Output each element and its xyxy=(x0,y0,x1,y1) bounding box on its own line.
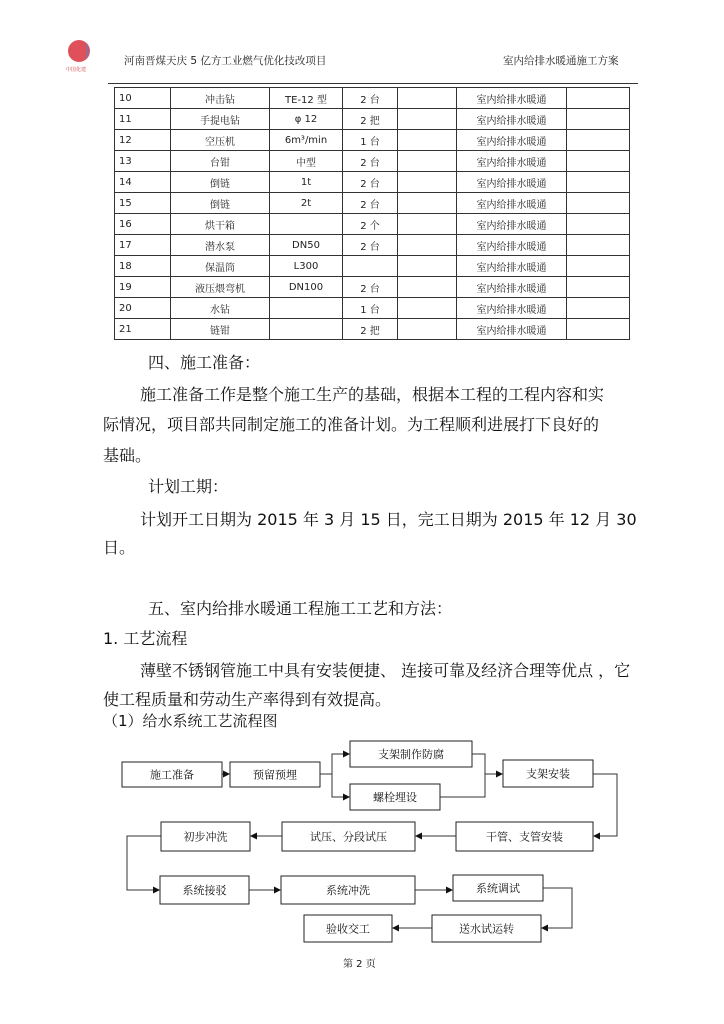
table-cell: 6m³/min xyxy=(270,130,343,151)
table-cell: 18 xyxy=(115,256,171,277)
table-cell: 室内给排水暖通 xyxy=(457,277,567,298)
flow-step xyxy=(281,876,415,904)
table-cell: 室内给排水暖通 xyxy=(457,235,567,256)
section-4-heading: 四、施工准备： xyxy=(148,353,261,372)
table-cell: 室内给排水暖通 xyxy=(457,214,567,235)
plan-title: 计划工期： xyxy=(148,477,229,496)
table-cell: 室内给排水暖通 xyxy=(457,130,567,151)
table-cell: 保温筒 xyxy=(171,256,270,277)
table-cell: φ 12 xyxy=(270,109,343,130)
table-cell: 冲击钻 xyxy=(171,88,270,109)
section-5-heading: 五、室内给排水暖通工程施工工艺和方法： xyxy=(148,599,453,618)
table-cell: 室内给排水暖通 xyxy=(457,88,567,109)
flow-step-label: 支架安装 xyxy=(526,767,570,781)
paragraph-line: 施工准备工作是整个施工生产的基础，根据本工程的工程内容和实 xyxy=(140,385,605,404)
table-cell: 液压煨弯机 xyxy=(171,277,270,298)
paragraph-line: 使工程质量和劳动生产率得到有效提高。 xyxy=(103,690,392,709)
table-cell: 台钳 xyxy=(171,151,270,172)
figure-caption: （1）给水系统工艺流程图 xyxy=(103,712,278,730)
table-cell: 链钳 xyxy=(171,319,270,340)
table-cell: 潜水泵 xyxy=(171,235,270,256)
table-cell: 烘干箱 xyxy=(171,214,270,235)
table-cell: TE-12 型 xyxy=(270,88,343,109)
flow-step-label: 系统调试 xyxy=(476,882,520,895)
table-cell: 17 xyxy=(115,235,171,256)
logo-text: 中国化建 xyxy=(66,67,87,73)
table-cell: 2 个 xyxy=(343,214,398,235)
table-cell: 空压机 xyxy=(171,130,270,151)
table-cell: 19 xyxy=(115,277,171,298)
flow-step xyxy=(350,784,440,810)
plan-line: 计划开工日期为 2015 年 3 月 15 日，完工日期为 2015 年 12 月 30 xyxy=(140,510,637,529)
table-cell: 室内给排水暖通 xyxy=(457,172,567,193)
table-cell: 2 台 xyxy=(343,88,398,109)
table-cell: 室内给排水暖通 xyxy=(457,256,567,277)
header-doc-title: 室内给排水暖通施工方案 xyxy=(503,55,619,67)
table-cell: 2 台 xyxy=(343,151,398,172)
paragraph-line: 基础。 xyxy=(103,446,152,465)
flow-step xyxy=(230,762,320,787)
table-cell: 2 台 xyxy=(343,172,398,193)
flow-step-label: 送水试运转 xyxy=(459,922,514,936)
plan-line: 日。 xyxy=(103,538,136,557)
flow-step-label: 初步冲洗 xyxy=(183,830,228,844)
flow-step xyxy=(122,762,222,787)
table-cell: 12 xyxy=(115,130,171,151)
flow-step xyxy=(161,822,250,851)
table-cell: 室内给排水暖通 xyxy=(457,319,567,340)
flow-step-label: 支架制作防腐 xyxy=(378,748,444,761)
flow-step xyxy=(503,760,593,787)
flow-step-label: 验收交工 xyxy=(326,922,370,936)
table-cell: 13 xyxy=(115,151,171,172)
table-cell: 中型 xyxy=(270,151,343,172)
table-cell: 16 xyxy=(115,214,171,235)
table-cell: 10 xyxy=(115,88,171,109)
table-cell: 室内给排水暖通 xyxy=(457,151,567,172)
table-cell: 2 台 xyxy=(343,235,398,256)
flow-step-label: 施工准备 xyxy=(150,768,194,782)
table-cell: 1t xyxy=(270,172,343,193)
table-cell: 水钻 xyxy=(171,298,270,319)
table-cell: 21 xyxy=(115,319,171,340)
flow-step xyxy=(304,915,392,942)
table-cell: 2 把 xyxy=(343,319,398,340)
table-cell: 室内给排水暖通 xyxy=(457,298,567,319)
table-cell: 2 台 xyxy=(343,193,398,214)
table-cell: 室内给排水暖通 xyxy=(457,109,567,130)
flow-step-label: 预留预埋 xyxy=(253,768,297,782)
page-number: 第 2 页 xyxy=(343,959,376,970)
paragraph-line: 薄壁不锈钢管施工中具有安装便捷、 连接可靠及经济合理等优点 ，它 xyxy=(140,661,631,680)
flow-step xyxy=(432,915,541,942)
flow-step-label: 干管、支管安装 xyxy=(486,830,563,844)
flow-step xyxy=(456,822,593,851)
flow-step-label: 试压、分段试压 xyxy=(310,830,387,844)
table-cell: 倒链 xyxy=(171,172,270,193)
table-cell: DN50 xyxy=(270,235,343,256)
table-cell: 15 xyxy=(115,193,171,214)
table-cell: DN100 xyxy=(270,277,343,298)
table-cell: 2 台 xyxy=(343,277,398,298)
header-project: 河南晋煤天庆 5 亿方工业燃气优化技改项目 xyxy=(124,55,327,67)
paragraph-line: 际情况，项目部共同制定施工的准备计划。为工程顺利进展打下良好的 xyxy=(103,415,600,434)
table-cell: 倒链 xyxy=(171,193,270,214)
table-cell: 室内给排水暖通 xyxy=(457,193,567,214)
flow-step xyxy=(160,876,249,904)
flow-step-label: 系统接驳 xyxy=(182,884,227,897)
table-cell: 2 把 xyxy=(343,109,398,130)
table-cell: 手提电钻 xyxy=(171,109,270,130)
flow-step xyxy=(453,875,543,901)
flow-step xyxy=(350,741,472,767)
table-cell: L300 xyxy=(270,256,343,277)
flow-step-label: 螺栓埋设 xyxy=(373,791,417,804)
table-cell: 2t xyxy=(270,193,343,214)
table-cell: 1 台 xyxy=(343,130,398,151)
table-cell: 20 xyxy=(115,298,171,319)
table-cell: 11 xyxy=(115,109,171,130)
flow-step-label: 系统冲洗 xyxy=(326,884,370,897)
table-cell: 14 xyxy=(115,172,171,193)
flow-step xyxy=(282,822,415,851)
table-cell: 1 台 xyxy=(343,298,398,319)
subsection-heading: 1. 工艺流程 xyxy=(103,629,188,648)
